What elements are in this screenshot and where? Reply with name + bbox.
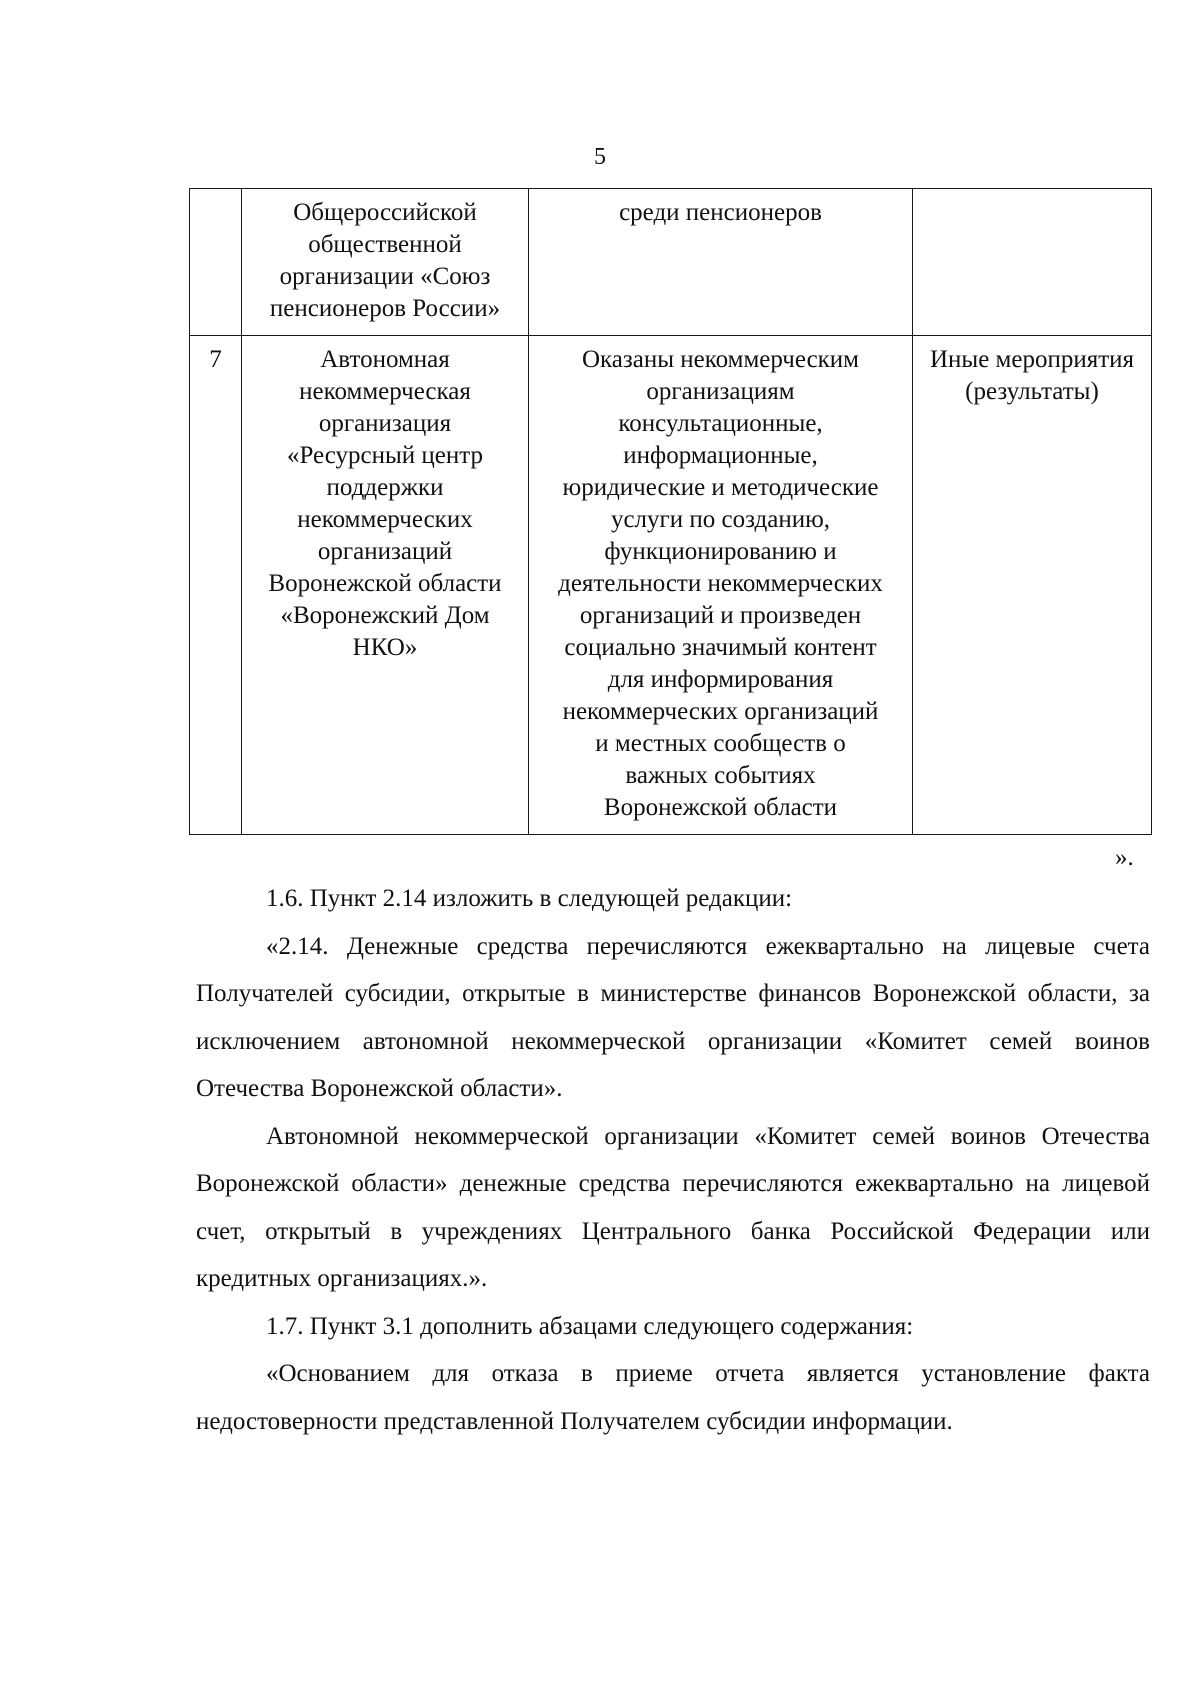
document-body	[196, 875, 1150, 1445]
page-number: 5	[594, 144, 606, 170]
cell-event-type	[913, 336, 1152, 835]
cell-line: Воронежской области	[268, 570, 502, 597]
cell-line: организаций	[317, 538, 453, 565]
cell-result	[529, 336, 913, 835]
cell-line: (результаты)	[965, 378, 1099, 405]
cell-line: общественной	[308, 231, 462, 258]
cell-line: Иные мероприятия	[929, 346, 1135, 373]
cell-line: для информирования	[607, 666, 834, 693]
cell-line: организаций и произведен	[579, 602, 862, 629]
para-2-14-text: «2.14. Денежные средства перечисляются ежеквартально на лицевые счета Получателей субсидии, открытые в министерстве финансов Воронежской области, за исключением автономной некоммерческой организации «Комитет семей воинов Отечества Воронежской области».	[196, 932, 1150, 1102]
cell-event-type	[913, 189, 1152, 336]
continuation-table	[189, 188, 1152, 835]
para-autonomous-org: Автономной некоммерческой организации «Комитет семей воинов Отечества Воронежской области» денежные средства перечисляются ежеквартально на лицевой счет, открытый в учреждениях Центрального банка Российской Федерации или кредитных организациях.».	[196, 1122, 1150, 1292]
closing-quote-mark: ».	[1115, 844, 1134, 871]
cell-line: НКО»	[352, 634, 418, 661]
cell-number: 7	[190, 336, 242, 835]
para-1-7: 1.7. Пункт 3.1 дополнить абзацами следующего содержания:	[266, 1312, 914, 1340]
cell-line: услуги по созданию,	[610, 506, 831, 533]
cell-line: Автономная	[320, 346, 450, 373]
cell-line: деятельности некоммерческих	[558, 570, 883, 597]
cell-line: и местных сообществ о	[595, 730, 846, 757]
cell-line: социально значимый контент	[564, 634, 877, 661]
cell-line: организации «Союз	[279, 263, 491, 290]
cell-line: некоммерческих организаций	[562, 698, 879, 725]
cell-line: юридические и методические	[562, 474, 879, 501]
cell-line: некоммерческих	[297, 506, 473, 533]
cell-organization	[242, 336, 529, 835]
para-basis-refusal: «Основанием для отказа в приеме отчета является установление факта недостоверности представленной Получателем субсидии информации.	[196, 1360, 1150, 1435]
cell-line: Общероссийской	[293, 199, 477, 226]
cell-result	[529, 189, 913, 336]
cell-line: пенсионеров России»	[269, 295, 501, 322]
para-1-6: 1.6. Пункт 2.14 изложить в следующей редакции:	[266, 885, 793, 912]
cell-line: среди пенсионеров	[619, 199, 822, 226]
cell-line: важных событиях	[625, 762, 816, 789]
cell-line: поддержки	[326, 474, 444, 501]
cell-number	[190, 189, 242, 336]
cell-organization	[242, 189, 529, 336]
cell-line: «Ресурсный центр	[286, 442, 484, 469]
cell-line: «Воронежский Дом	[280, 602, 490, 629]
table-row	[190, 189, 1152, 336]
cell-line: Воронежской области	[603, 794, 838, 821]
cell-line: организация	[318, 410, 452, 437]
cell-line: Оказаны некоммерческим	[581, 346, 860, 373]
cell-line: информационные,	[623, 442, 818, 469]
cell-line: функционированию и	[604, 538, 837, 565]
table-row	[190, 336, 1152, 835]
cell-line: организациям	[646, 378, 795, 405]
cell-line: консультационные,	[618, 410, 823, 437]
cell-line: некоммерческая	[299, 378, 471, 405]
